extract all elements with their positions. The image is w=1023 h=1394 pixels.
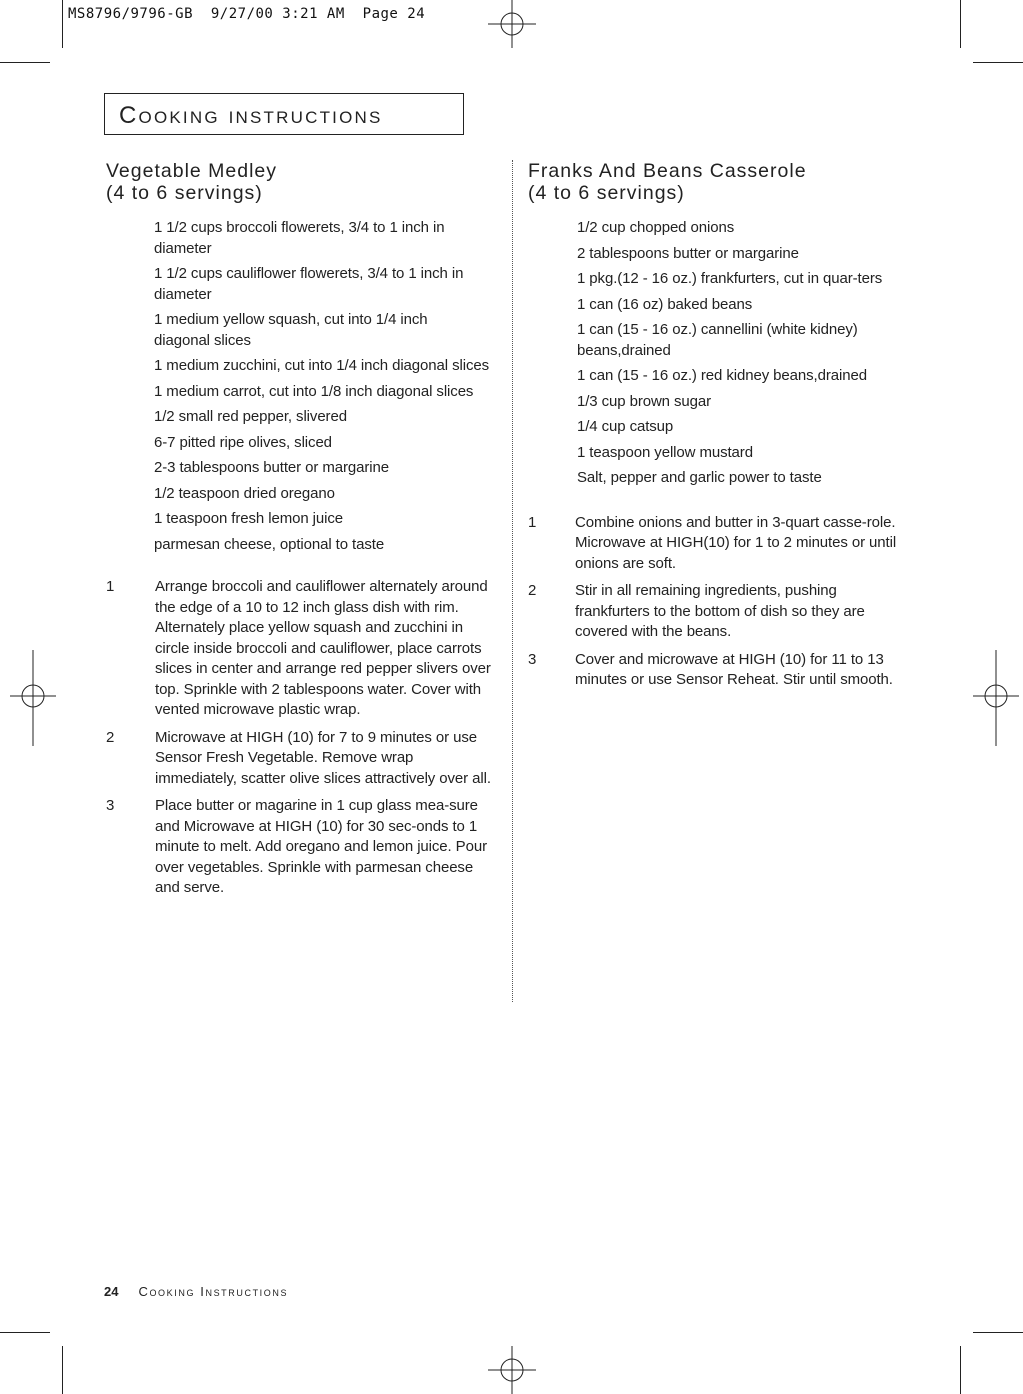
crop-mark [0,62,50,63]
step-text: Microwave at HIGH (10) for 7 to 9 minutes or use Sensor Fresh Vegetable. Remove wrap immediately, scatter olive slices attractively over all. [155,728,491,787]
ingredient-item: 1 pkg.(12 - 16 oz.) frankfurters, cut in quar-ters [577,270,883,287]
recipe-servings: (4 to 6 servings) [528,182,685,204]
registration-mark-icon [488,0,536,48]
ingredient-item: Salt, pepper and garlic power to taste [577,469,822,486]
step-text: Stir in all remaining ingredients, pushing frankfurters to the bottom of dish so they are covered with the beans. [575,582,865,640]
registration-mark-icon [10,650,56,746]
ingredient-item: 1/2 teaspoon dried oregano [154,484,335,502]
recipe-title-name: Franks And Beans Casserole [528,160,807,182]
registration-mark-icon [488,1346,536,1394]
crop-mark [62,0,63,48]
step-number: 3 [528,650,537,668]
section-title: Cooking instructions [119,102,383,129]
ingredient-list [577,218,907,489]
step-item [528,650,907,691]
ingredient-item: 1/4 cup catsup [577,418,674,435]
ingredient-item: 1/2 cup chopped onions [577,219,735,236]
step-text: Place butter or magarine in 1 cup glass mea-sure and Microwave at HIGH (10) for 30 sec-onds to 1 minute to melt. Add oregano and lemon juice. Pour over vegetables. Sprinkle with parmesan cheese and serve. [155,797,487,896]
registration-mark-icon [973,650,1019,746]
step-text: Cover and microwave at HIGH (10) for 11 to 13 minutes or use Sensor Reheat. Stir until smooth. [575,650,893,688]
step-number: 1 [528,513,537,531]
recipe-title [528,160,918,204]
ingredient-item: 1 can (16 oz) baked beans [577,295,753,313]
page-number: 24 [104,1284,119,1299]
step-number: 3 [106,797,115,814]
ingredient-item: 2-3 tablespoons butter or margarine [154,459,389,476]
ingredient-item: 1 teaspoon fresh lemon juice [154,510,343,527]
step-item [106,728,495,790]
page-footer [104,1284,288,1299]
crop-mark [960,0,961,48]
footer-section: Cooking Instructions [138,1284,289,1299]
ingredient-item: 1 medium carrot, cut into 1/8 inch diagonal slices [154,382,474,400]
crop-mark [960,1346,961,1394]
crop-mark [0,1332,50,1333]
crop-mark [973,62,1023,63]
ingredient-item: 1 can (15 - 16 oz.) cannellini (white kidney) beans,drained [577,321,858,359]
step-text-continued: Microwave at HIGH(10) for 1 to 2 minutes or until onions are soft. [575,534,897,572]
ingredient-item: 1 can (15 - 16 oz.) red kidney beans,drained [577,367,867,384]
section-header [104,93,464,135]
ingredient-item: parmesan cheese, optional to taste [154,535,385,553]
step-number: 2 [528,582,537,599]
step-text: Arrange broccoli and cauliflower alternately around the edge of a 10 to 12 inch glass dish with rim. Alternately place yellow squash and zucchini in circle inside broccoli and cauliflower, place carrots slices in center and arrange red pepper slivers over top. Sprinkle with 2 tablespoons water. Cover with vented microwave plastic wrap. [155,578,491,718]
ingredient-list [154,218,496,555]
recipe-title-name: Vegetable Medley [106,160,278,182]
step-item [106,577,495,721]
ingredient-item: 2 tablespoons butter or margarine [577,244,799,262]
recipe-servings: (4 to 6 servings) [106,182,263,204]
recipe-vegetable-medley [106,160,496,906]
column-divider [512,160,513,1002]
ingredient-item: 1/3 cup brown sugar [577,392,712,410]
step-item [528,581,915,643]
step-list [106,577,496,899]
ingredient-item: 1/2 small red pepper, slivered [154,408,347,425]
ingredient-item: 1 medium zucchini, cut into 1/4 inch diagonal slices [154,357,489,374]
recipe-title [106,160,496,204]
ingredient-item: 1 medium yellow squash, cut into 1/4 inch diagonal slices [154,311,428,349]
ingredient-item: 6-7 pitted ripe olives, sliced [154,433,332,451]
step-item [528,513,913,575]
step-item [106,796,495,899]
crop-mark [62,1346,63,1394]
ingredient-item: 1 teaspoon yellow mustard [577,443,753,461]
recipe-franks-and-beans [528,160,918,698]
ingredient-item: 1 1/2 cups broccoli flowerets, 3/4 to 1 inch in diameter [154,219,445,257]
step-list [528,513,918,691]
crop-mark [973,1332,1023,1333]
ingredient-item: 1 1/2 cups cauliflower flowerets, 3/4 to 1 inch in diameter [154,265,464,303]
step-number: 1 [106,578,115,595]
step-number: 2 [106,728,115,746]
step-text: Combine onions and butter in 3-quart casse-role. [575,513,896,531]
print-slug: MS8796/9796-GB 9/27/00 3:21 AM Page 24 [68,6,426,22]
